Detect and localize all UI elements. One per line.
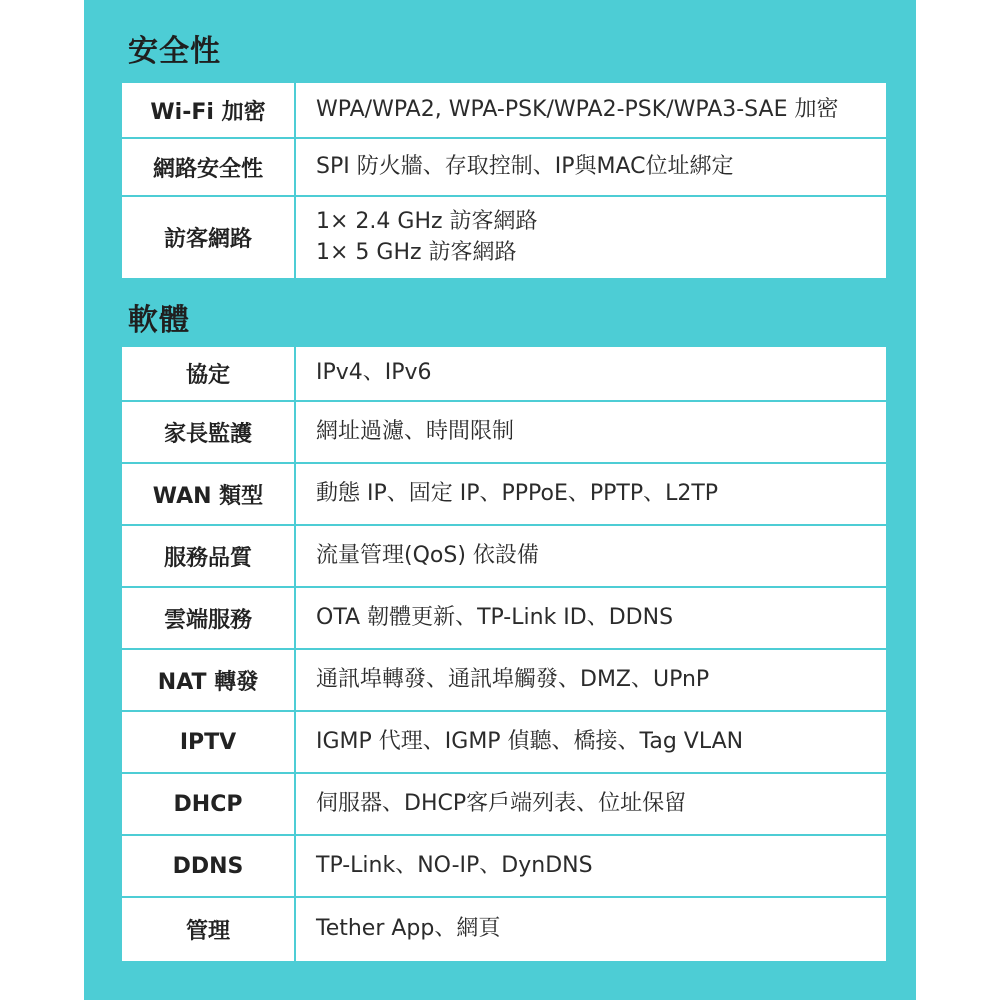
row-label-cloud-service: 雲端服務 [122, 587, 295, 649]
table-row-wan-type [122, 463, 886, 525]
table-row-ddns [122, 835, 886, 897]
row-label-wifi-encryption: Wi-Fi 加密 [122, 83, 295, 138]
row-value-protocol: IPv4、IPv6 [316, 360, 432, 386]
row-value-dhcp: 伺服器、DHCP客戶端列表、位址保留 [295, 773, 886, 835]
table-row-parental-control [122, 401, 886, 463]
row-value-nat-forwarding: 通訊埠轉發、通訊埠觸發、DMZ、UPnP [295, 649, 886, 711]
software-spec-table [122, 347, 886, 961]
table-row-iptv [122, 711, 886, 773]
table-row-dhcp [122, 773, 886, 835]
row-value-guest-network [295, 196, 886, 278]
row-value-management: Tether App、網頁 [295, 897, 886, 961]
row-label-wan-type: WAN 類型 [122, 463, 295, 525]
row-value-ddns: TP-Link、NO-IP、DynDNS [295, 835, 886, 897]
row-value-cloud-service: OTA 韌體更新、TP-Link ID、DDNS [295, 587, 886, 649]
section-title-software: 軟體 [128, 303, 190, 338]
row-label-guest-network: 訪客網路 [122, 196, 295, 278]
row-value-wifi-encryption: WPA/WPA2, WPA-PSK/WPA2-PSK/WPA3-SAE 加密 [316, 96, 839, 122]
table-row-qos [122, 525, 886, 587]
row-value-iptv: IGMP 代理、IGMP 偵聽、橋接、Tag VLAN [295, 711, 886, 773]
row-label-ddns: DDNS [122, 835, 295, 897]
table-row-network-security [122, 138, 886, 196]
table-row-guest-network [122, 196, 886, 278]
row-label-dhcp: DHCP [122, 773, 295, 835]
table-row-wifi-encryption [122, 83, 886, 138]
row-label-network-security: 網路安全性 [122, 138, 295, 196]
row-label-management: 管理 [122, 897, 295, 961]
row-label-nat-forwarding: NAT 轉發 [122, 649, 295, 711]
section-title-security: 安全性 [128, 34, 221, 69]
security-spec-table [122, 83, 886, 278]
table-row-management [122, 897, 886, 961]
guest-network-line-5ghz: 1× 5 GHz 訪客網路 [316, 239, 517, 265]
row-label-qos: 服務品質 [122, 525, 295, 587]
table-row-nat-forwarding [122, 649, 886, 711]
row-label-iptv: IPTV [122, 711, 295, 773]
row-label-protocol: 協定 [122, 347, 295, 401]
guest-network-line-24ghz: 1× 2.4 GHz 訪客網路 [316, 208, 538, 234]
row-value-parental-control: 網址過濾、時間限制 [295, 401, 886, 463]
row-value-network-security: SPI 防火牆、存取控制、IP與MAC位址綁定 [295, 138, 886, 196]
table-row-protocol [122, 347, 886, 401]
row-value-wan-type: 動態 IP、固定 IP、PPPoE、PPTP、L2TP [295, 463, 886, 525]
row-label-parental-control: 家長監護 [122, 401, 295, 463]
row-value-qos: 流量管理(QoS) 依設備 [295, 525, 886, 587]
table-row-cloud-service [122, 587, 886, 649]
